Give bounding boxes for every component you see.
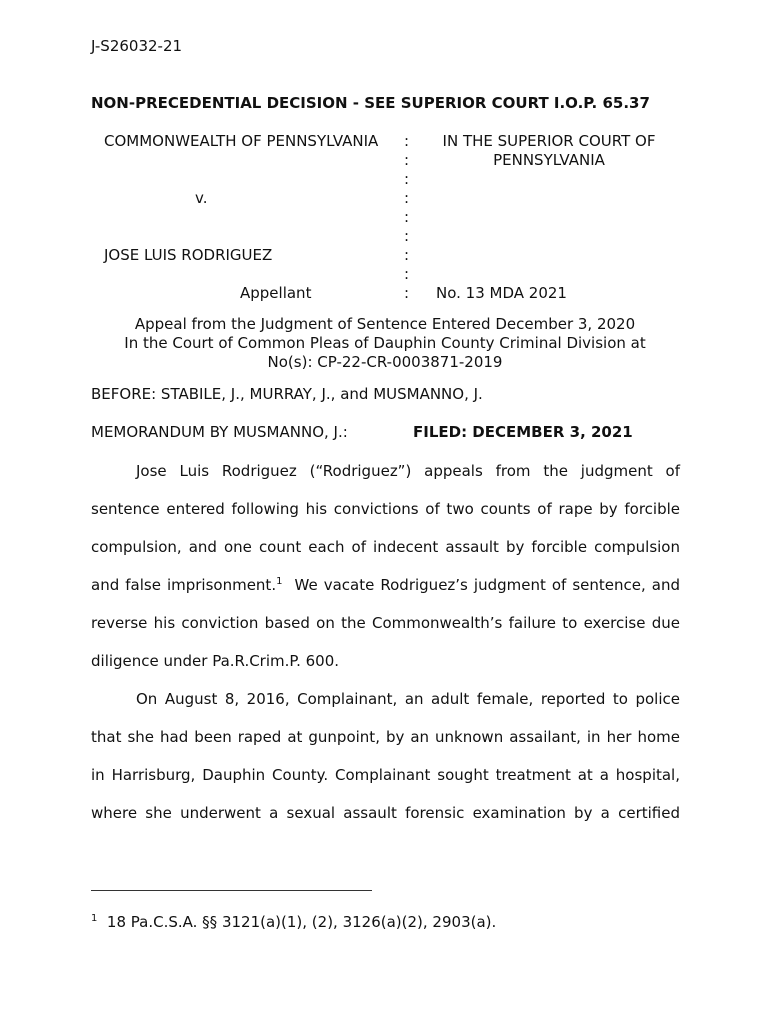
paragraph-line: sentence entered following his convictions of two counts of rape by forcible: [91, 500, 680, 518]
footnote: [91, 913, 496, 931]
caption-party-commonwealth: COMMONWEALTH OF PENNSYLVANIA: [104, 132, 379, 150]
caption-role-appellant: Appellant: [240, 284, 312, 302]
paragraph-line: On August 8, 2016, Complainant, an adult female, reported to police: [136, 690, 680, 708]
before-panel: BEFORE: STABILE, J., MURRAY, J., and MUSMANNO, J.: [91, 385, 483, 403]
footnote-text: 18 Pa.C.S.A. §§ 3121(a)(1), (2), 3126(a)(2), 2903(a).: [106, 913, 497, 931]
paragraph-line-with-footnote: [91, 566, 680, 604]
body-paragraph-1: [91, 452, 680, 680]
appeal-line2: In the Court of Common Pleas of Dauphin County Criminal Division at: [124, 334, 646, 352]
body-paragraph-2: [91, 680, 680, 832]
caption-party-defendant: JOSE LUIS RODRIGUEZ: [104, 246, 273, 264]
footnote-number: 1: [91, 913, 98, 924]
paragraph-fragment: We vacate Rodriguez’s judgment of sentence, and: [294, 576, 681, 594]
non-precedential-notice: NON-PRECEDENTIAL DECISION - SEE SUPERIOR COURT I.O.P. 65.37: [91, 94, 650, 112]
caption-colon: :: [404, 208, 410, 226]
caption-colon: :: [404, 189, 410, 207]
caption-colon: :: [404, 265, 410, 283]
caption-colon: :: [404, 132, 410, 150]
caption-court-line2: PENNSYLVANIA: [493, 151, 605, 169]
caption-colon: :: [404, 170, 410, 188]
footnote-divider: [91, 890, 372, 891]
memorandum-author: MEMORANDUM BY MUSMANNO, J.:: [91, 423, 348, 441]
caption-court-line1: IN THE SUPERIOR COURT OF: [442, 132, 656, 150]
caption-case-number: No. 13 MDA 2021: [436, 284, 567, 302]
paragraph-fragment: and false imprisonment.: [91, 576, 277, 594]
caption-colon: :: [404, 284, 410, 302]
paragraph-line: that she had been raped at gunpoint, by an unknown assailant, in her home: [91, 728, 680, 746]
caption-versus: v.: [195, 189, 208, 207]
appeal-line1: Appeal from the Judgment of Sentence Entered December 3, 2020: [134, 315, 636, 333]
paragraph-line: reverse his conviction based on the Commonwealth’s failure to exercise due: [91, 614, 680, 632]
paragraph-line: compulsion, and one count each of indecent assault by forcible compulsion: [91, 538, 680, 556]
caption-colon: :: [404, 246, 410, 264]
paragraph-line: Jose Luis Rodriguez (“Rodriguez”) appeals from the judgment of: [136, 462, 680, 480]
filed-date: FILED: DECEMBER 3, 2021: [413, 423, 633, 441]
footnote-reference[interactable]: 1: [276, 576, 283, 587]
paragraph-line: in Harrisburg, Dauphin County. Complainant sought treatment at a hospital,: [91, 766, 680, 784]
appeal-line3: No(s): CP-22-CR-0003871-2019: [267, 353, 503, 371]
docket-code: J-S26032-21: [91, 37, 183, 55]
caption-colon: :: [404, 151, 410, 169]
caption-colon: :: [404, 227, 410, 245]
paragraph-line: where she underwent a sexual assault forensic examination by a certified: [91, 804, 680, 822]
paragraph-line: diligence under Pa.R.Crim.P. 600.: [91, 652, 340, 670]
